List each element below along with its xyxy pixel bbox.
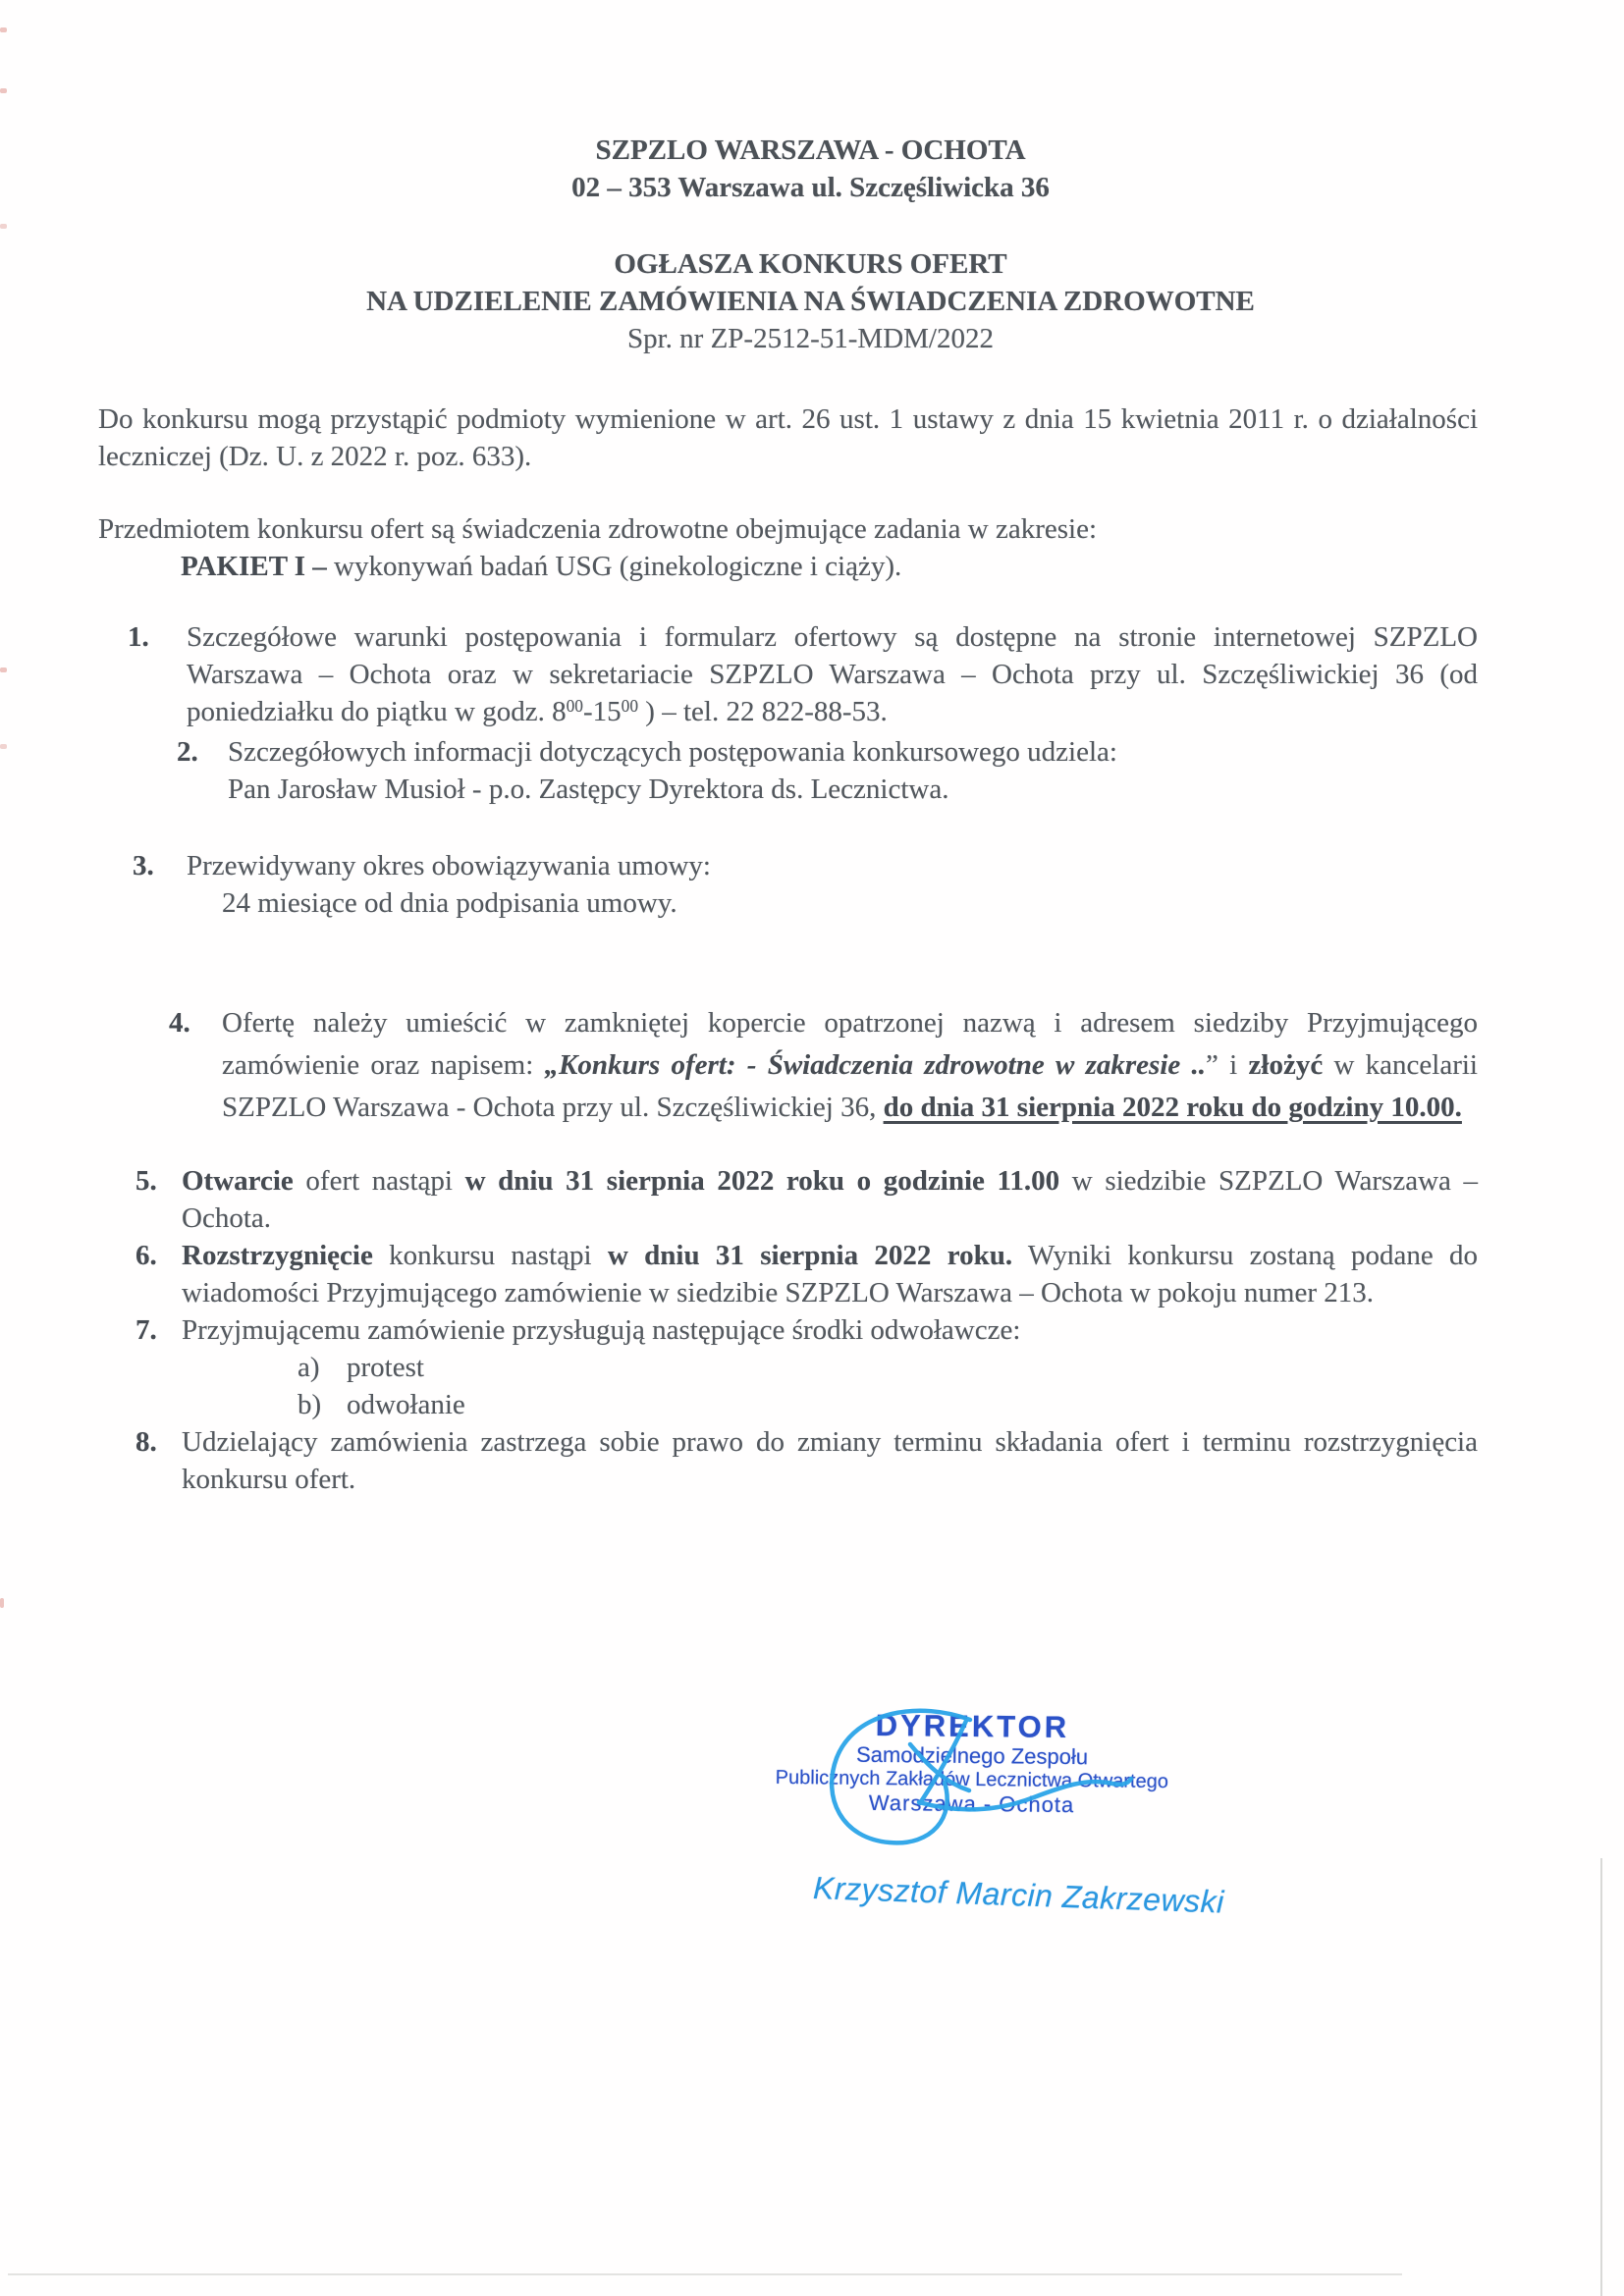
- item-number: 5.: [135, 1165, 157, 1197]
- list-item-5: [98, 1162, 1478, 1237]
- list-item-6: [98, 1237, 1478, 1311]
- item-number: 3.: [133, 850, 154, 881]
- intro-paragraph: Do konkursu mogą przystąpić podmioty wymienione w art. 26 ust. 1 ustawy z dnia 15 kwietnia 2011 r. o działalności leczniczej (Dz. U. z 2022 r. poz. 633).: [98, 403, 1478, 472]
- case-number: Spr. nr ZP-2512-51-MDM/2022: [627, 323, 994, 354]
- announcement-title-line2: NA UDZIELENIE ZAMÓWIENIA NA ŚWIADCZENIA ZDROWOTNE: [366, 286, 1255, 317]
- document-content: [98, 0, 1478, 1498]
- item-text: Ofertę należy umieścić w zamkniętej kopercie opatrzonej nazwą i adresem siedziby Przyjmującego zamówienie oraz napisem: „Konkurs ofert: - Świadczenia zdrowotne w zakresie ..” i złożyć w kancelarii SZPZLO Warszawa - Ochota przy ul. Szczęśliwickiej 36, do dnia 31 sierpnia 2022 roku do godziny 10.00.: [222, 1007, 1478, 1123]
- item-text: Otwarcie ofert nastąpi w dniu 31 sierpnia 2022 roku o godzinie 11.00 w siedzibie SZPZLO Warszawa – Ochota.: [182, 1165, 1478, 1234]
- stamp-title: DYREKTOR: [875, 1707, 1070, 1745]
- item-text: Przyjmującemu zamówienie przysługują następujące środki odwoławcze:: [182, 1314, 1021, 1346]
- item-number: 6.: [135, 1240, 157, 1271]
- director-stamp: [760, 1708, 1183, 1819]
- scan-speck: [0, 1598, 4, 1608]
- scan-speck: [0, 27, 7, 32]
- list-item-8: [98, 1423, 1478, 1498]
- org-name: SZPZLO WARSZAWA - OCHOTA: [595, 134, 1026, 166]
- scan-speck: [0, 667, 7, 672]
- sub-item-b: [209, 1386, 1478, 1423]
- item-text: Szczegółowych informacji dotyczących postępowania konkursowego udziela: Pan Jarosław Musioł - p.o. Zastępcy Dyrektora ds. Lecznictwa.: [228, 736, 1117, 805]
- org-address: 02 – 353 Warszawa ul. Szczęśliwicka 36: [571, 172, 1050, 203]
- list-item-7: [98, 1311, 1478, 1349]
- item-number: 4.: [169, 1007, 190, 1039]
- scan-edge-line-horizontal: [8, 2273, 1402, 2275]
- scan-speck: [0, 88, 7, 93]
- item-text: Rozstrzygnięcie konkursu nastąpi w dniu 31 sierpnia 2022 roku. Wyniki konkursu zostaną podane do wiadomości Przyjmującego zamówienie w siedzibie SZPZLO Warszawa – Ochota w pokoju numer 213.: [182, 1240, 1479, 1308]
- scan-edge-line-vertical: [1600, 1858, 1602, 2296]
- scan-speck: [0, 224, 7, 229]
- sub-item-label: a): [298, 1352, 320, 1383]
- sub-item-text: protest: [347, 1352, 424, 1383]
- list-item-2: [98, 733, 1478, 808]
- scan-speck: [0, 744, 7, 749]
- list-item-3: [98, 847, 1478, 922]
- stamp-line2: Samodzielnego Zespołu: [855, 1741, 1089, 1770]
- item-text: Przewidywany okres obowiązywania umowy: 24 miesiące od dnia podpisania umowy.: [187, 850, 711, 919]
- item-number: 1.: [128, 621, 149, 653]
- item-number: 7.: [135, 1314, 157, 1346]
- document-header: [121, 132, 1500, 357]
- item-text: Szczegółowe warunki postępowania i formularz ofertowy są dostępne na stronie internetowej SZPZLO Warszawa – Ochota oraz w sekretariacie SZPZLO Warszawa – Ochota przy ul. Szczęśliwickiej 36 (od poniedziałku do piątku w godz. $8^{00}-15^{00}$ ) – tel. 22 822-88-53.: [187, 621, 1478, 727]
- list-item-4: [98, 1002, 1478, 1129]
- list-item-1: [98, 618, 1478, 733]
- stamp-line4: Warszawa - Ochota: [868, 1789, 1075, 1818]
- signatory-name: Krzysztof Marcin Zakrzewski: [812, 1870, 1225, 1920]
- announcement-title-line1: OGŁASZA KONKURS OFERT: [614, 248, 1007, 280]
- sub-item-label: b): [298, 1389, 322, 1420]
- subject-paragraph: Przedmiotem konkursu ofert są świadczenia zdrowotne obejmujące zadania w zakresie:: [98, 513, 1098, 545]
- sub-item-a: [209, 1349, 1478, 1386]
- item-number: 8.: [135, 1426, 157, 1458]
- pakiet-line: PAKIET I – wykonywań badań USG (ginekologiczne i ciąży).: [181, 551, 902, 582]
- sub-item-text: odwołanie: [347, 1389, 465, 1420]
- stamp-line3: Publicznych Zakładów Lecznictwa Otwartego: [775, 1766, 1169, 1793]
- item-number: 2.: [177, 736, 198, 768]
- item-text: Udzielający zamówienia zastrzega sobie prawo do zmiany terminu składania ofert i terminu rozstrzygnięcia konkursu ofert.: [182, 1426, 1478, 1495]
